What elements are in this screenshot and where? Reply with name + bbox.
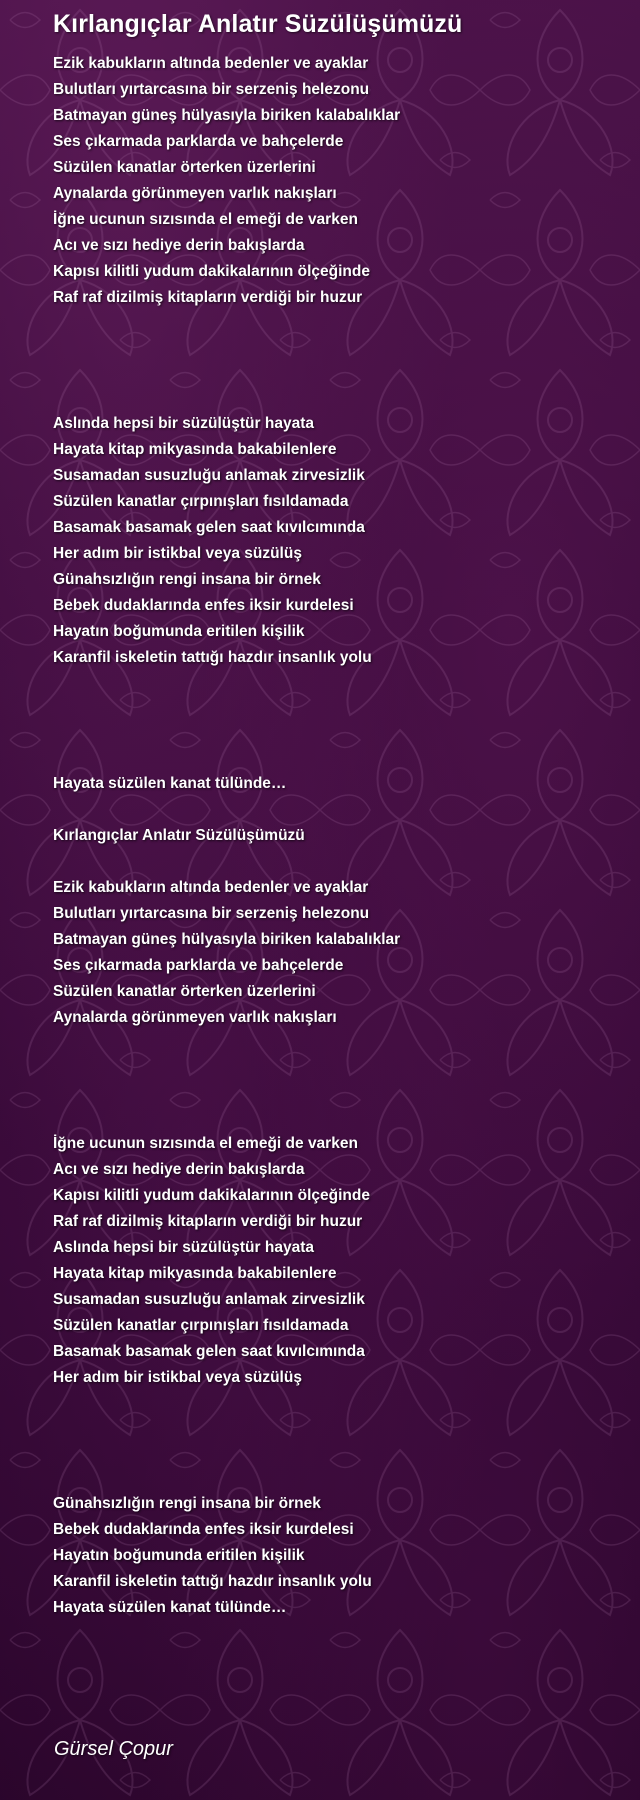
poem-line: Acı ve sızı hediye derin bakışlarda: [53, 1161, 305, 1178]
poem-line: İğne ucunun sızısında el emeği de varken: [53, 1135, 358, 1152]
poem-line: Hayata süzülen kanat tülünde…: [53, 1599, 287, 1616]
poem-line: Süzülen kanatlar örterken üzerlerini: [53, 983, 316, 1000]
poem-line: Günahsızlığın rengi insana bir örnek: [53, 1495, 321, 1512]
poem-line: Süzülen kanatlar örterken üzerlerini: [53, 159, 316, 176]
stanza-3: [53, 771, 400, 1031]
poem-line: Günahsızlığın rengi insana bir örnek: [53, 571, 321, 588]
stanza-4: [53, 1131, 370, 1391]
poem-line: Aslında hepsi bir süzülüştür hayata: [53, 1239, 314, 1256]
poem-line: Ses çıkarmada parklarda ve bahçelerde: [53, 957, 344, 974]
stanza-1: [53, 51, 400, 311]
poem-line: Süzülen kanatlar çırpınışları fısıldamada: [53, 493, 349, 510]
poem-line: Karanfil iskeletin tattığı hazdır insanlık yolu: [53, 1573, 372, 1590]
poem-line: İğne ucunun sızısında el emeği de varken: [53, 211, 358, 228]
poem-line: Hayatın boğumunda eritilen kişilik: [53, 623, 305, 640]
poem-line: Hayatın boğumunda eritilen kişilik: [53, 1547, 305, 1564]
poem-line: Aynalarda görünmeyen varlık nakışları: [53, 185, 337, 202]
poem-line: Süzülen kanatlar çırpınışları fısıldamada: [53, 1317, 349, 1334]
poem-line: Kırlangıçlar Anlatır Süzülüşümüzü: [53, 827, 305, 844]
poem-line: Hayata süzülen kanat tülünde…: [53, 775, 287, 792]
poem-author: Gürsel Çopur: [54, 1738, 173, 1760]
stanza-5: [53, 1491, 372, 1621]
poem-line: [53, 797, 400, 823]
poem-line: Kapısı kilitli yudum dakikalarının ölçeğinde: [53, 263, 370, 280]
poem-line: Ezik kabukların altında bedenler ve ayaklar: [53, 879, 369, 896]
poem-line: Basamak basamak gelen saat kıvılcımında: [53, 519, 365, 536]
poem-line: Aynalarda görünmeyen varlık nakışları: [53, 1009, 337, 1026]
poem-line: Kapısı kilitli yudum dakikalarının ölçeğinde: [53, 1187, 370, 1204]
poem-line: Bebek dudaklarında enfes iksir kurdelesi: [53, 1521, 354, 1538]
poem-line: Acı ve sızı hediye derin bakışlarda: [53, 237, 305, 254]
poem-line: Bulutları yırtarcasına bir serzeniş helezonu: [53, 81, 370, 98]
poem-line: Ezik kabukların altında bedenler ve ayaklar: [53, 55, 369, 72]
poem-line: Batmayan güneş hülyasıyla biriken kalabalıklar: [53, 931, 401, 948]
poem-line: Batmayan güneş hülyasıyla biriken kalabalıklar: [53, 107, 401, 124]
poem-line: Hayata kitap mikyasında bakabilenlere: [53, 441, 337, 458]
poem-line: Bulutları yırtarcasına bir serzeniş helezonu: [53, 905, 370, 922]
poem-title: Kırlangıçlar Anlatır Süzülüşümüzü: [53, 10, 463, 38]
poem-line: Hayata kitap mikyasında bakabilenlere: [53, 1265, 337, 1282]
poem-line: Her adım bir istikbal veya süzülüş: [53, 1369, 302, 1386]
poem-line: Raf raf dizilmiş kitapların verdiği bir huzur: [53, 1213, 363, 1230]
poem-line: Karanfil iskeletin tattığı hazdır insanlık yolu: [53, 649, 372, 666]
stanza-2: [53, 411, 372, 671]
poem-line: Aslında hepsi bir süzülüştür hayata: [53, 415, 314, 432]
poem-line: Susamadan susuzluğu anlamak zirvesizlik: [53, 467, 365, 484]
poem-line: Ses çıkarmada parklarda ve bahçelerde: [53, 133, 344, 150]
poem-line: Susamadan susuzluğu anlamak zirvesizlik: [53, 1291, 365, 1308]
poem-line: Her adım bir istikbal veya süzülüş: [53, 545, 302, 562]
poem-line: Bebek dudaklarında enfes iksir kurdelesi: [53, 597, 354, 614]
poem-line: [53, 849, 400, 875]
poem-line: Basamak basamak gelen saat kıvılcımında: [53, 1343, 365, 1360]
poem-line: Raf raf dizilmiş kitapların verdiği bir huzur: [53, 289, 363, 306]
